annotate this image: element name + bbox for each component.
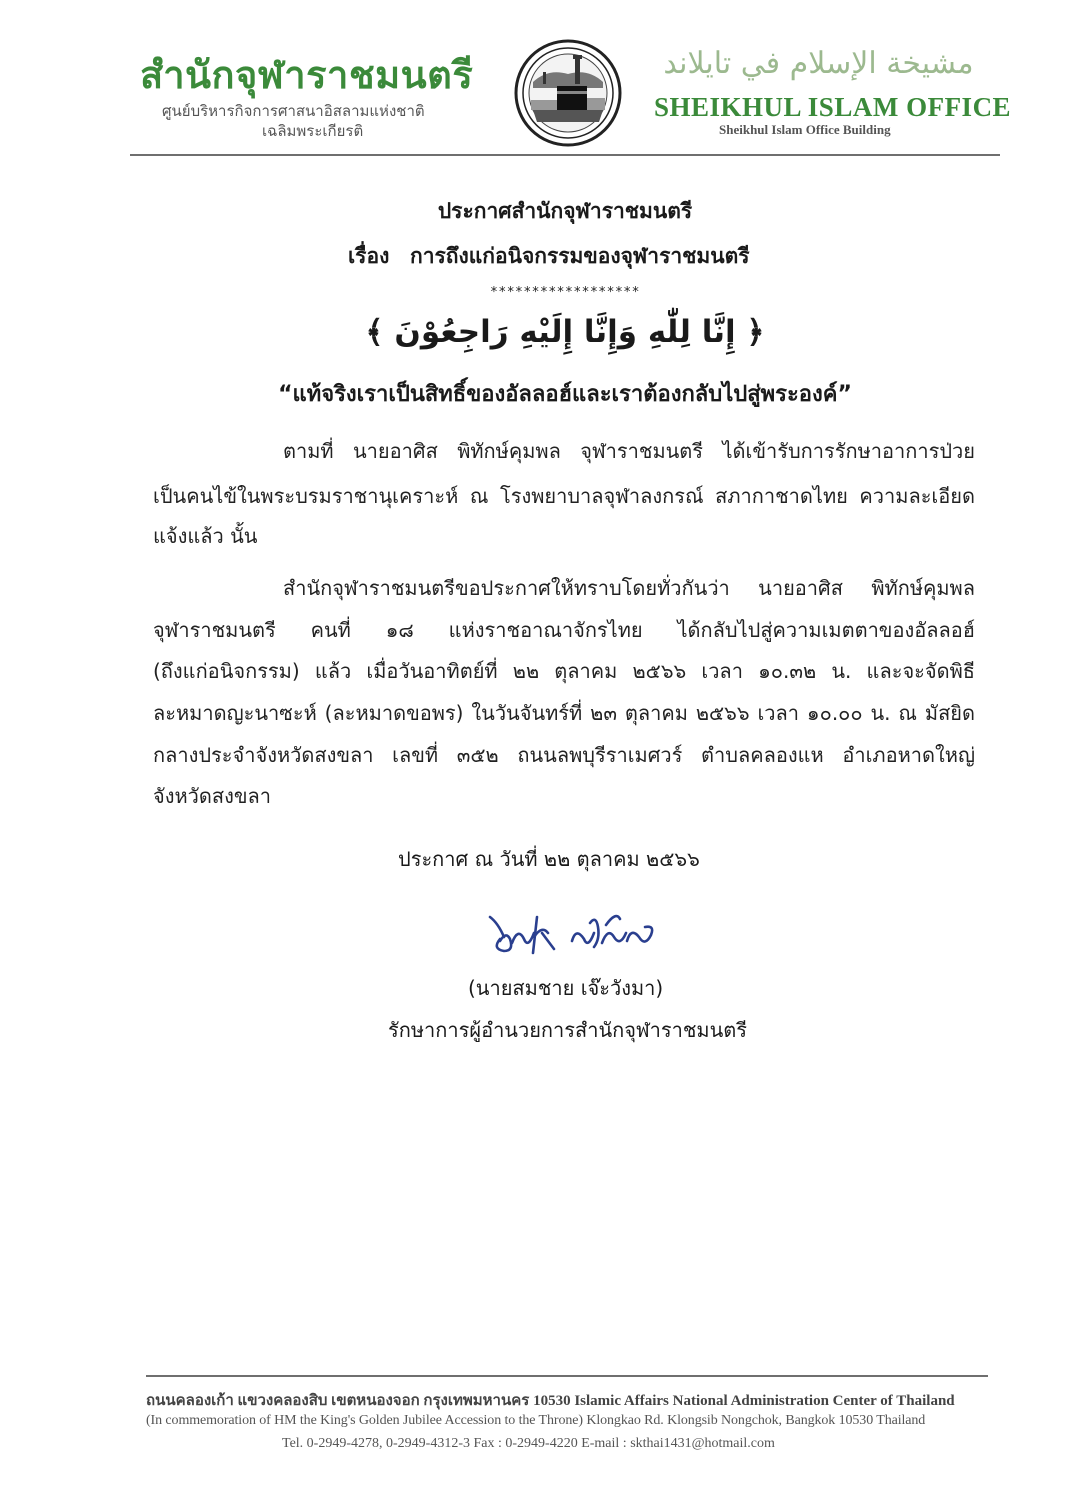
office-seal-logo	[513, 38, 623, 148]
separator-stars: ******************	[490, 285, 640, 300]
paragraph-2-line: ละหมาดญะนาซะห์ (ละหมาดขอพร) ในวันจันทร์ที่ ๒๓ ตุลาคม ๒๕๖๖ เวลา ๑๐.๐๐ น. ณ มัสยิด	[153, 701, 975, 725]
office-subtitle-thai: ศูนย์บริหารกิจการศาสนาอิสลามแห่งชาติ	[162, 102, 425, 120]
footer-address-english: (In commemoration of HM the King's Golden Jubilee Accession to the Throne) Klongkao Rd. Klongsib Nongchok, Bangkok 10530 Thailand	[146, 1413, 926, 1428]
signer-title: รักษาการผู้อำนวยการสำนักจุฬาราชมนตรี	[388, 1018, 747, 1042]
paragraph-1-line: แจ้งแล้ว นั้น	[153, 524, 258, 548]
header-divider	[130, 154, 1000, 156]
footer-divider	[146, 1375, 988, 1377]
announcement-date: ประกาศ ณ วันที่ ๒๒ ตุลาคม ๒๕๖๖	[398, 847, 700, 871]
paragraph-2-line: สำนักจุฬาราชมนตรีขอประกาศให้ทราบโดยทั่วกันว่า นายอาศิส พิทักษ์คุมพล	[283, 576, 975, 600]
announcement-title: ประกาศสำนักจุฬาราชมนตรี	[437, 199, 693, 223]
paragraph-2-line: กลางประจำจังหวัดสงขลา เลขที่ ๓๕๒ ถนนลพบุรีราเมศวร์ ตำบลคลองแห อำเภอหาดใหญ่	[153, 743, 975, 767]
office-name-arabic: مشيخة الإسلام في تايلاند	[663, 46, 974, 81]
paragraph-2-line: จุฬาราชมนตรี คนที่ ๑๘ แห่งราชอาณาจักรไทย ได้กลับไปสู่ความเมตตาของอัลลอฮ์	[153, 618, 975, 642]
paragraph-2-line: (ถึงแก่อนิจกรรม) แล้ว เมื่อวันอาทิตย์ที่ ๒๒ ตุลาคม ๒๕๖๖ เวลา ๑๐.๓๒ น. และจะจัดพิธี	[153, 659, 975, 683]
subject-line	[348, 240, 750, 273]
verse-translation: “แท้จริงเราเป็นสิทธิ์ของอัลลอฮ์และเราต้องกลับไปสู่พระองค์”	[278, 382, 852, 407]
footer-address-line: ถนนคลองเก้า แขวงคลองสิบ เขตหนองจอก กรุงเทพมหานคร 10530 Islamic Affairs National Administration Center of Thailand	[146, 1393, 955, 1409]
subject-label: เรื่อง	[348, 244, 390, 268]
office-name-english: SHEIKHUL ISLAM OFFICE	[654, 92, 1012, 122]
office-subtitle-thai-2: เฉลิมพระเกียรติ	[262, 122, 364, 140]
paragraph-2-line: จังหวัดสงขลา	[153, 784, 272, 808]
footer-contact: Tel. 0-2949-4278, 0-2949-4312-3 Fax : 0-2949-4220 E-mail : skthai1431@hotmail.com	[282, 1436, 775, 1451]
quran-verse: ﴿ إِنَّا لِلّٰهِ وَإِنَّا إِلَيْهِ رَاجِعُوْنَ ﴾	[365, 314, 765, 350]
office-building-english: Sheikhul Islam Office Building	[719, 122, 891, 137]
office-name-thai: สำนักจุฬาราชมนตรี	[140, 53, 474, 97]
paragraph-1-line: ตามที่ นายอาศิส พิทักษ์คุมพล จุฬาราชมนตรี ได้เข้ารับการรักษาอาการป่วย	[283, 439, 975, 463]
paragraph-1-line: เป็นคนไข้ในพระบรมราชานุเคราะห์ ณ โรงพยาบาลจุฬาลงกรณ์ สภากาชาดไทย ความละเอียด	[153, 484, 975, 508]
signer-name: (นายสมชาย เจ๊ะวังมา)	[468, 976, 664, 1000]
handwritten-signature	[482, 903, 667, 963]
subject-text: การถึงแก่อนิจกรรมของจุฬาราชมนตรี	[410, 244, 750, 268]
